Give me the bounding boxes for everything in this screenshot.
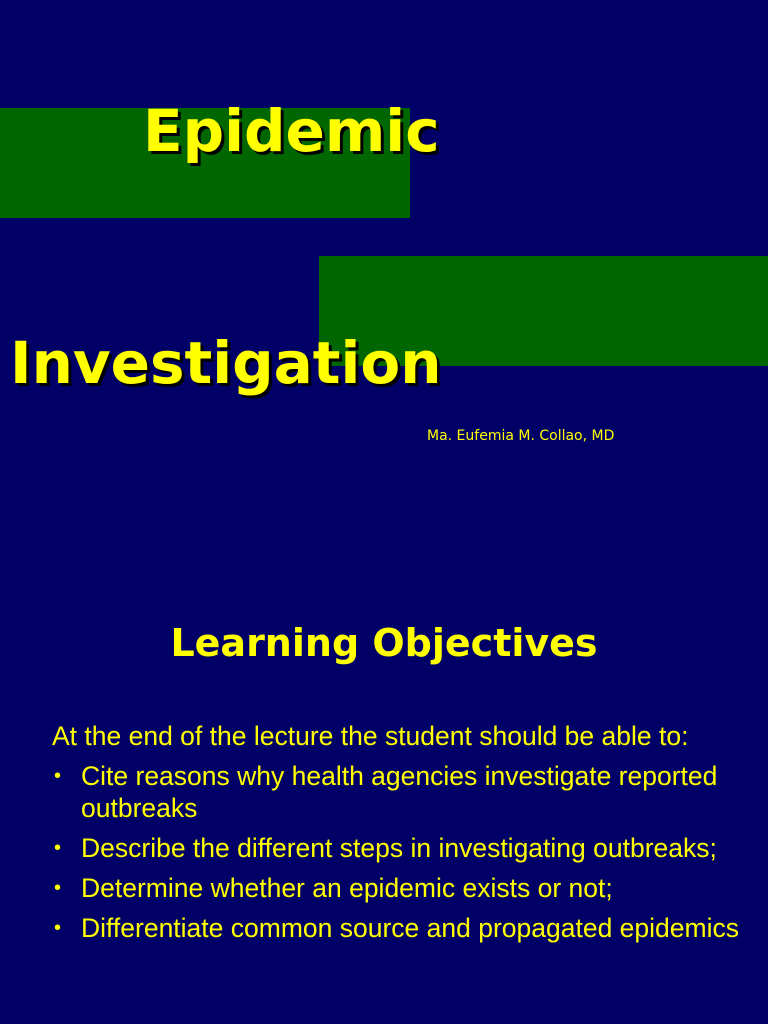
objectives-heading: Learning Objectives [170,621,598,665]
objective-item [52,872,752,904]
objectives-intro: At the end of the lecture the student should be able to: [52,721,689,751]
objective-text: Differentiate common source and propagated epidemics [81,913,739,943]
objective-item [52,832,752,864]
objective-text: Describe the different steps in investigating outbreaks; [81,833,717,863]
objective-text: Cite reasons why health agencies investigate reported outbreaks [81,761,718,823]
bullet-dot-icon: • [54,877,62,899]
bullet-dot-icon: • [54,765,62,787]
objectives-list [52,760,752,944]
bullet-dot-icon: • [54,837,62,859]
author-name: Ma. Eufemia M. Collao, MD [427,428,615,444]
objectives-slide [0,560,768,1024]
bullet-dot-icon: • [54,917,62,939]
objectives-body [52,720,752,952]
title-line-1: Epidemic [143,97,440,165]
objective-text: Determine whether an epidemic exists or not; [81,873,613,903]
title-line-2: Investigation [10,329,442,397]
objective-item [52,912,752,944]
objective-item [52,760,752,824]
